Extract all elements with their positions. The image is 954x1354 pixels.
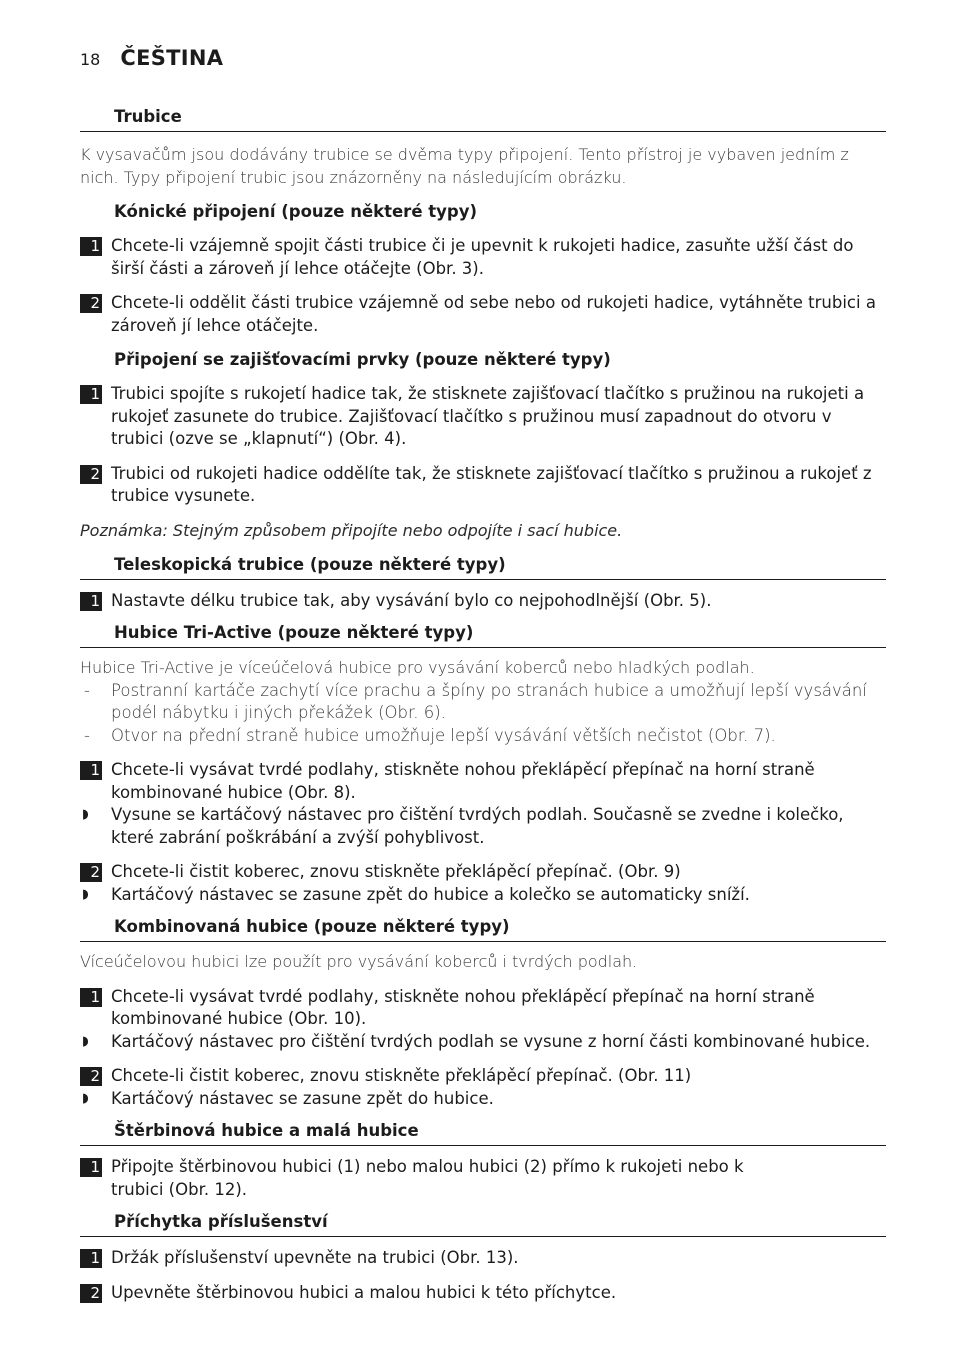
locking-step-2 — [80, 463, 886, 508]
dash-bullet: - — [84, 725, 90, 745]
step-text: Chcete-li oddělit části trubice vzájemně od sebe nebo od rukojeti hadice, vytáhněte trubici a zároveň jí lehce otáčejte. — [111, 293, 876, 335]
result-text: Kartáčový nástavec se zasune zpět do hubice a kolečko se automaticky sníží. — [111, 884, 750, 904]
step-number: 1 — [80, 1249, 102, 1268]
dash-text: Otvor na přední straně hubice umožňuje lepší vysávání větších nečistot (Obr. 7). — [111, 725, 776, 745]
combined-step-1 — [80, 986, 886, 1031]
step-number: 1 — [80, 1158, 102, 1177]
result-text: Kartáčový nástavec pro čištění tvrdých podlah se vysune z horní části kombinované hubice. — [111, 1031, 871, 1051]
step-text: Chcete-li vzájemně spojit části trubice či je upevnit k rukojeti hadice, zasuňte užší část do širší části a zároveň jí lehce otáčejte (Obr. 3). — [111, 236, 854, 278]
section-heading-telescopic: Teleskopická trubice (pouze některé typy) — [80, 554, 886, 580]
combined-step-2 — [80, 1065, 886, 1088]
step-text: Upevněte štěrbinovou hubici a malou hubici k této příchytce. — [111, 1282, 617, 1302]
section-heading-triactive: Hubice Tri-Active (pouze některé typy) — [80, 622, 886, 648]
step-text: Chcete-li čistit koberec, znovu stiskněte překlápěcí přepínač. (Obr. 9) — [111, 862, 681, 881]
step-number: 1 — [80, 237, 102, 256]
triactive-result-1 — [80, 804, 886, 849]
step-text: Nastavte délku trubice tak, aby vysávání bylo co nejpohodlnější (Obr. 5). — [111, 590, 712, 610]
note: Poznámka: Stejným způsobem připojíte nebo odpojíte i sací hubice. — [80, 520, 623, 540]
step-text: Držák příslušenství upevněte na trubici (Obr. 13). — [111, 1248, 519, 1267]
step-number: 2 — [80, 1284, 102, 1303]
combined-result-2 — [80, 1088, 886, 1111]
step-number: 2 — [80, 465, 102, 484]
step-text: Trubici od rukojeti hadice oddělíte tak, že stisknete zajišťovací tlačítko s pružinou a rukojeť z trubice vysunete. — [111, 463, 872, 505]
step-text: Chcete-li čistit koberec, znovu stiskněte překlápěcí přepínač. (Obr. 11) — [111, 1066, 692, 1085]
result-arrow-icon: ◗ — [82, 1090, 89, 1106]
step-number: 2 — [80, 1067, 102, 1086]
section-heading-trubice: Trubice — [80, 106, 886, 132]
trubice-intro: K vysavačům jsou dodávány trubice se dvěma typy připojení. Tento přístroj je vybaven jedním z nich. Typy připojení trubic jsou znázorněny na následujícím obrázku. — [80, 145, 849, 187]
result-arrow-icon: ◗ — [82, 886, 89, 902]
step-number: 1 — [80, 761, 102, 780]
clip-step-1 — [80, 1247, 886, 1270]
triactive-dash-2 — [80, 725, 886, 748]
section-heading-crevice: Štěrbinová hubice a malá hubice — [80, 1120, 886, 1146]
section-heading-combined: Kombinovaná hubice (pouze některé typy) — [80, 916, 886, 942]
subheading-conical: Kónické připojení (pouze některé typy) — [114, 202, 478, 221]
page-content — [80, 106, 886, 1304]
step-number: 1 — [80, 988, 102, 1007]
result-text: Kartáčový nástavec se zasune zpět do hubice. — [111, 1088, 494, 1108]
dash-text: Postranní kartáče zachytí více prachu a špíny po stranách hubice a umožňují lepší vysávání podél nábytku i jiných překážek (Obr. 6). — [111, 680, 867, 722]
triactive-intro: Hubice Tri-Active je víceúčelová hubice pro vysávání koberců nebo hladkých podlah. — [80, 658, 755, 677]
conical-step-2 — [80, 292, 886, 337]
page-number: 18 — [80, 50, 101, 69]
telescopic-step-1 — [80, 590, 886, 613]
conical-step-1 — [80, 235, 886, 280]
step-number: 2 — [80, 294, 102, 313]
subheading-locking: Připojení se zajišťovacími prvky (pouze některé typy) — [114, 350, 611, 369]
triactive-step-1 — [80, 759, 886, 804]
step-number: 2 — [80, 863, 102, 882]
result-arrow-icon: ◗ — [82, 1033, 89, 1049]
step-text: Připojte štěrbinovou hubici (1) nebo malou hubici (2) přímo k rukojeti nebo k trubici (Obr. 12). — [111, 1157, 744, 1199]
locking-step-1 — [80, 383, 886, 451]
combined-intro: Víceúčelovou hubici lze použít pro vysávání koberců i tvrdých podlah. — [80, 952, 638, 971]
dash-bullet: - — [84, 680, 90, 700]
step-text: Chcete-li vysávat tvrdé podlahy, stiskněte nohou překlápěcí přepínač na horní straně kombinované hubice (Obr. 10). — [111, 986, 815, 1028]
step-text: Chcete-li vysávat tvrdé podlahy, stiskněte nohou překlápěcí přepínač na horní straně kombinované hubice (Obr. 8). — [111, 760, 815, 802]
triactive-result-2 — [80, 884, 886, 907]
step-number: 1 — [80, 385, 102, 404]
page-language-title: ČEŠTINA — [120, 46, 224, 70]
section-heading-clip: Příchytka příslušenství — [80, 1211, 886, 1237]
combined-result-1 — [80, 1031, 886, 1054]
triactive-dash-1 — [80, 680, 886, 725]
step-number: 1 — [80, 592, 102, 611]
step-text: Trubici spojíte s rukojetí hadice tak, že stisknete zajišťovací tlačítko s pružinou na rukojeti a rukojeť zasunete do trubice. Zajišťovací tlačítko s pružinou musí zapadnout do otvoru v trubici (ozve se „klapnutí“) (Obr. 4). — [111, 384, 865, 448]
result-text: Vysune se kartáčový nástavec pro čištění tvrdých podlah. Současně se zvedne i kolečko, které zabrání poškrábání a zvýší pohyblivost. — [111, 805, 844, 847]
page-header — [80, 46, 223, 70]
clip-step-2 — [80, 1282, 886, 1305]
result-arrow-icon: ◗ — [82, 807, 89, 822]
triactive-step-2 — [80, 861, 886, 884]
crevice-step-1 — [80, 1156, 886, 1201]
